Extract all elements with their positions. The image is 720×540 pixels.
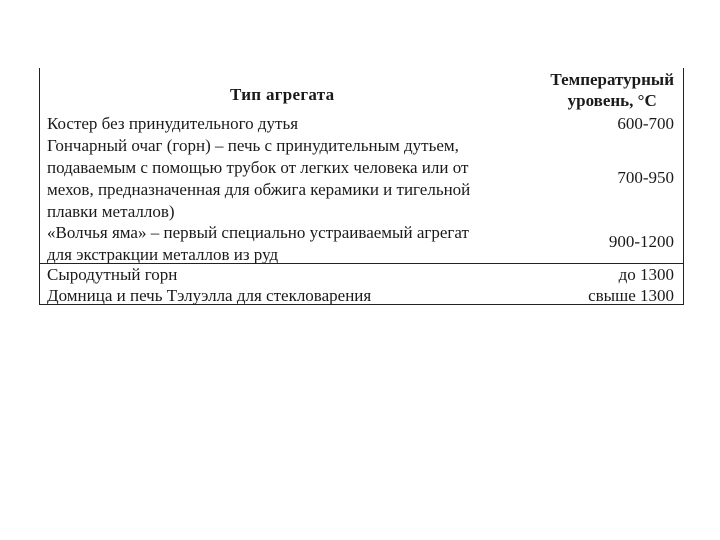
row-4-line-1: Сыродутный горн — [47, 265, 178, 284]
row-2-text — [47, 135, 470, 223]
temperature-table — [39, 68, 684, 305]
header-temperature-line1: Температурный — [550, 70, 674, 89]
row-2-temp: 700-950 — [617, 168, 674, 187]
row-2-line-3: мехов, предназначенная для обжига керамики и тигельной — [47, 180, 471, 199]
row-5-temp: свыше 1300 — [588, 286, 674, 305]
row-3-text — [47, 222, 469, 266]
header-temperature-level — [550, 69, 674, 111]
row-4-temp: до 1300 — [618, 265, 674, 284]
row-3-temp: 900-1200 — [608, 232, 674, 251]
row-5-line-1: Домница и печь Тэлуэлла для стекловарения — [47, 286, 372, 305]
row-2-line-2: подаваемым с помощью трубок от легких человека или от — [47, 158, 469, 177]
row-3-line-2: для экстракции металлов из руд — [47, 245, 279, 264]
header-temperature-line2: уровень, °С — [567, 91, 657, 110]
row-2-line-4: плавки металлов) — [47, 202, 175, 221]
header-type-aggregate: Тип агрегата — [230, 85, 335, 104]
row-3-line-1: «Волчья яма» – первый специально устраиваемый агрегат — [47, 223, 469, 242]
row-5-text — [47, 285, 371, 307]
row-1-temp: 600-700 — [617, 114, 674, 133]
row-4-text — [47, 264, 177, 286]
row-1-line-1: Костер без принудительного дутья — [47, 114, 299, 133]
row-2-line-1: Гончарный очаг (горн) – печь с принудительным дутьем, — [47, 136, 459, 155]
row-1-text — [47, 113, 298, 135]
